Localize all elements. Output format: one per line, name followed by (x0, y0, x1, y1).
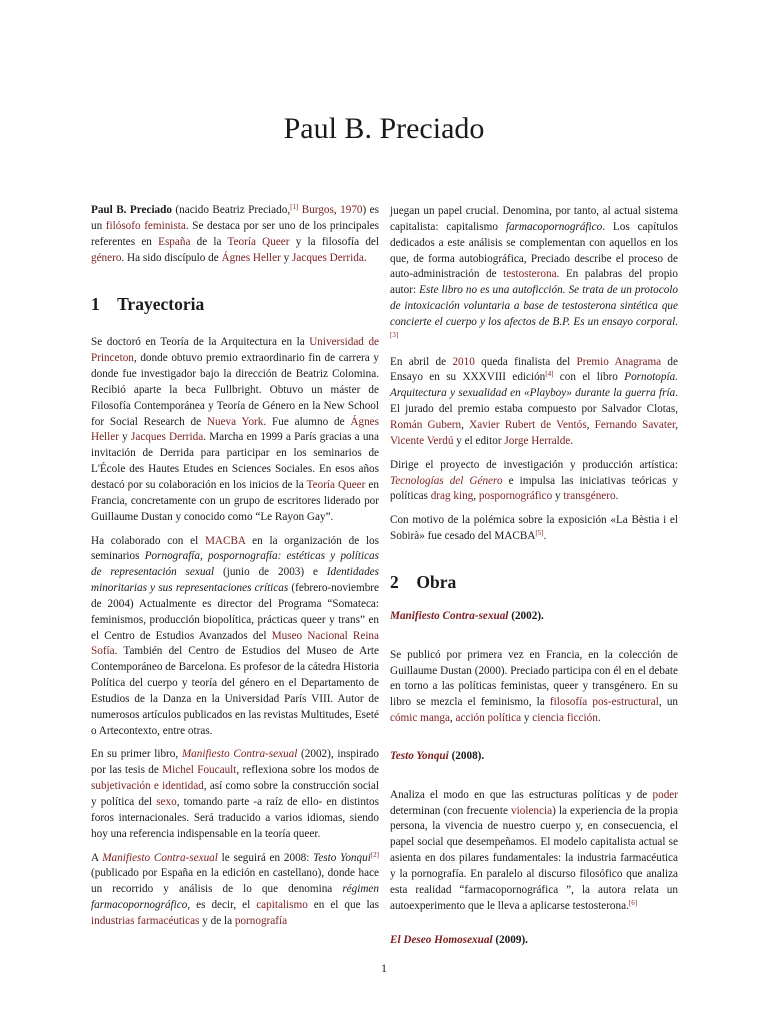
left-column (91, 203, 379, 938)
text: en Francia, concretamente con un grupo de escritores liderado por Guillaume Dustan y conocido como “Le Rayon Gay”. (91, 478, 379, 523)
text: , (461, 418, 470, 431)
link-nueva-york[interactable]: Nueva York (206, 415, 264, 428)
link-macba[interactable]: MACBA (204, 534, 246, 547)
link-jorge-herralde[interactable]: Jorge Herralde (504, 434, 571, 447)
reference-link[interactable]: [2] (370, 850, 379, 859)
link-teoria-queer[interactable]: Teoría Queer (227, 235, 290, 248)
text: En abril de (390, 355, 453, 368)
text: . (615, 490, 619, 503)
text: e impulsa las iniciativas teóricas y políticas (390, 474, 678, 503)
author-quote: Este libro no es una autoficción. Se trata de un protocolo de intoxicación voluntaria a base de testosterona sintética que concierte el cuerpo y los afectos de B.P. Es un ensayo corporal. (390, 284, 678, 328)
text: (2002), inspirado por las tesis de (91, 748, 379, 777)
text: Analiza el modo en que las estructuras políticas y de (390, 788, 653, 801)
link-ciencia-ficcion[interactable]: ciencia ficción (532, 712, 598, 725)
text: y la filosofía del (289, 235, 380, 248)
text: (publicado por España en la edición en castellano), donde hace un recorrido y análisis de lo que denomina (91, 867, 379, 896)
section-number: 2 (390, 571, 399, 592)
text: . Ha sido discípulo de (121, 251, 222, 264)
text: , (449, 712, 456, 725)
link-jacques-derrida[interactable]: Jacques Derrida (131, 431, 204, 444)
trayectoria-paragraph-6 (390, 458, 678, 506)
page-number: 1 (381, 961, 387, 975)
text: y (280, 251, 293, 264)
text: ) es un (91, 204, 379, 232)
link-testosterona[interactable]: testosterona (503, 268, 557, 281)
link-el-deseo-homosexual[interactable]: El Deseo Homosexual (390, 933, 493, 946)
link-teoria-queer[interactable]: Teoría Queer (306, 478, 366, 491)
text: en el que las (307, 899, 379, 912)
text: En su primer libro, (91, 748, 182, 761)
text: en la organización de los seminarios (91, 534, 379, 563)
link-michel-foucault[interactable]: Michel Foucault (162, 764, 237, 777)
link-testo-yonqui[interactable]: Testo Yonqui (390, 749, 449, 762)
trayectoria-paragraph-5 (390, 355, 678, 450)
italic-text: régimen farmacopornográfico (91, 883, 379, 912)
intro-paragraph (91, 203, 379, 266)
text: , así como sobre la construcción social y política del (91, 780, 379, 808)
link-pospornografico[interactable]: pospornográfico (478, 490, 553, 503)
text: . En palabras del propio autor: (390, 268, 678, 297)
text: (nacido Beatriz Preciado, (171, 204, 291, 216)
text: juegan un papel crucial. Denomina, por tanto, al actual sistema capitalista: capitalismo (390, 205, 678, 233)
reference-link[interactable]: [6] (628, 898, 638, 907)
link-genero[interactable]: género (91, 251, 122, 264)
link-premio-anagrama[interactable]: Premio Anagrama (576, 355, 662, 368)
italic-text: Testo Yonqui (313, 851, 371, 864)
link-industrias-farmaceuticas[interactable]: industrias farmacéuticas (91, 914, 200, 927)
link-2010[interactable]: 2010 (452, 355, 475, 368)
text: y (552, 490, 564, 503)
link-violencia[interactable]: violencia (511, 804, 553, 817)
section-title: Trayectoria (117, 294, 205, 315)
section-heading-trayectoria (91, 293, 379, 315)
link-espana[interactable]: España (158, 235, 191, 248)
text: , reflexiona sobre los modos de (236, 764, 379, 777)
text: . Marcha en 1999 a París gracias a una invitación de Derrida para participar en los seminarios de L'École des Hautes Etudes en Sciences Sociales. En esos años destacó por su colaboración en los inicios de la (91, 431, 379, 491)
link-roman-gubern[interactable]: Román Gubern (390, 418, 462, 431)
link-accion-politica[interactable]: acción política (455, 712, 522, 725)
page-title: Paul B. Preciado (283, 112, 485, 145)
text: . (543, 530, 547, 543)
italic-text: Pornografía, pospornografía: estéticas y políticas de representación sexual (91, 550, 379, 579)
link-transgenero[interactable]: transgénero (563, 490, 616, 503)
work-description-manifiesto (390, 648, 678, 727)
link-comic-manga[interactable]: cómic manga (390, 712, 450, 725)
text: (febrero-noviembre de 2004) Actualmente es director del Programa “Somateca: feminismos, producción biopolítica, prácticas queer y trans” en el Centro de Estudios Avanzados del (91, 582, 379, 642)
text: y (521, 712, 533, 725)
link-xavier-rubert[interactable]: Xavier Rubert de Ventós (469, 418, 587, 431)
link-capitalismo[interactable]: capitalismo (256, 899, 308, 912)
link-burgos[interactable]: Burgos (301, 204, 334, 216)
text: . También del Centro de Estudios del Museo de Arte Contemporáneo de Barcelona. Es profesor de la cátedra Historia Política del cuerpo y teoría del género en el Departamento de Estudios de la Danza en la Universidad París VIII. Autor de numerosos artículos publicados en las revistas Multitudes, Eseté o Artecontexto, entre otras. (91, 645, 379, 737)
link-manifiesto-contra-sexual[interactable]: Manifiesto Contra-sexual (181, 748, 298, 761)
subject-name: Paul B. Preciado (91, 204, 172, 216)
text: , donde obtuvo premio extraordinario fin de carrera y donde fue investigador bajo la dirección de Beatriz Colomina. Recibió aparte la beca Fullbright. Obtuvo un máster de Filosofía Contemporánea y Teoría de Género en la New School for Social Research de (91, 352, 379, 428)
link-subjetivacion[interactable]: subjetivación e identidad (91, 780, 204, 793)
link-manifiesto-contra-sexual[interactable]: Manifiesto Contra-sexual (102, 851, 218, 864)
link-princeton[interactable]: Universidad de Princeton (91, 336, 380, 365)
text: . (570, 434, 574, 447)
trayectoria-paragraph-1 (91, 335, 379, 525)
text: Dirige el proyecto de investigación y producción artística: (390, 458, 678, 471)
text: , (333, 204, 341, 216)
reference-link[interactable]: [3] (390, 330, 399, 339)
text: A (91, 851, 103, 864)
link-filosofia-posestructural[interactable]: filosofía pos-estructural (549, 696, 659, 709)
reference-link[interactable]: [4] (545, 370, 554, 379)
reference-link[interactable]: [5] (535, 529, 544, 538)
trayectoria-paragraph-4-continued (390, 204, 678, 347)
text: determinan (con frecuente (390, 804, 512, 817)
work-title-testo-yonqui (390, 749, 678, 765)
work-title-el-deseo-homosexual (390, 933, 678, 949)
link-manifiesto-contra-sexual[interactable]: Manifiesto Contra-sexual (390, 609, 509, 622)
text: Con motivo de la polémica sobre la exposición «La Bèstia i el Sobirà» fue cesado del MACBA (390, 514, 678, 543)
text: , (586, 418, 595, 431)
text: Se doctoró en Teoría de la Arquitectura en la (91, 336, 310, 349)
link-1970[interactable]: 1970 (340, 204, 363, 216)
work-year: (2009). (492, 933, 528, 946)
text: , tomando parte -a raíz de ello- en distintos foros internacionales. Será traducido a varios idiomas, siendo hoy una referencia indispensable en la teoría queer. (91, 796, 379, 840)
text: queda finalista del (474, 355, 577, 368)
text: . Los capítulos dedicados a este análisis se complementan con aquellos en los que, de forma autobiográfica, Preciado describe el proceso de auto-administración de (390, 220, 678, 281)
reference-link[interactable]: [1] (290, 203, 299, 211)
link-poder[interactable]: poder (652, 788, 678, 801)
link-agnes-heller[interactable]: Ágnes Heller (221, 251, 281, 264)
section-number: 1 (91, 294, 100, 315)
work-title-manifiesto (390, 609, 678, 625)
text: de la (190, 235, 228, 248)
work-year: (2002). (508, 609, 544, 622)
trayectoria-paragraph-3 (91, 747, 379, 842)
text: , es decir, el (187, 899, 257, 912)
text: . Se destaca por ser uno de los principales referentes en (91, 219, 380, 248)
italic-text: Pornotopía. Arquitectura y sexualidad en «Playboy» durante la guerra fría (390, 371, 678, 400)
trayectoria-paragraph-2 (91, 534, 379, 740)
text: , un (658, 696, 679, 709)
text: . El jurado del premio estaba compuesto por Salvador Clotas, (390, 387, 678, 416)
text: y (118, 431, 131, 444)
text: . (363, 251, 367, 264)
link-museo-reina-sofia[interactable]: Museo Nacional Reina Sofía (91, 629, 379, 658)
text: de Ensayo en su XXXVIII edición (390, 355, 678, 384)
link-jacques-derrida[interactable]: Jacques Derrida (292, 251, 364, 264)
text: con el libro (553, 371, 625, 384)
link-sexo[interactable]: sexo (156, 796, 177, 808)
text: , (675, 418, 679, 431)
text: Ha colaborado con el (91, 534, 205, 547)
link-drag-king[interactable]: drag king (430, 490, 474, 503)
section-title: Obra (416, 571, 457, 592)
text: . Fue alumno de (263, 415, 351, 428)
link-fernando-savater[interactable]: Fernando Savater (594, 418, 676, 431)
text: Se publicó por primera vez en Francia, en la colección de Guillaume Dustan (2000). Preciado participa con él en el debate en torno a las políticas feministas, queer y transgénero. En su libro se mezcla el feminismo, la (390, 648, 678, 709)
work-year: (2008). (448, 749, 485, 762)
text: y el editor (453, 434, 505, 447)
section-heading-obra (390, 571, 678, 593)
text: (junio de 2003) e (214, 566, 327, 579)
text: . (597, 712, 601, 725)
trayectoria-paragraph-4 (91, 851, 379, 930)
link-pornografia[interactable]: pornografía (234, 914, 288, 927)
link-agnes-heller[interactable]: Ágnes Heller (91, 415, 379, 444)
text: , (473, 490, 479, 503)
link-tecnologias-del-genero[interactable]: Tecnologías del Género (390, 474, 503, 487)
italic-text: farmacopornográfico (505, 220, 603, 233)
italic-text: Identidades minoritarias y sus representaciones críticas (91, 566, 379, 595)
text: le seguirá en 2008: (217, 851, 314, 864)
link-vicente-verdu[interactable]: Vicente Verdú (390, 434, 454, 447)
text: y de la (199, 914, 235, 927)
work-description-testo-yonqui (390, 788, 678, 915)
link-filosofo-feminista[interactable]: filósofo feminista (105, 219, 186, 232)
text: ) la experiencia de la propia persona, la vivencia de nuestro cuerpo y, en consecuencia, el papel social que desempeñamos. El modelo capitalista actual se asienta en dos pilares fundamentales: la industria farmacéutica y la pornografía. En paralelo al discurso filosófico que analiza esta realidad “farmacopornográfica ”, la autora relata un autoexperimento que le lleva a aplicarse testosterona. (390, 804, 678, 912)
trayectoria-paragraph-7 (390, 513, 678, 545)
right-column (390, 204, 678, 956)
